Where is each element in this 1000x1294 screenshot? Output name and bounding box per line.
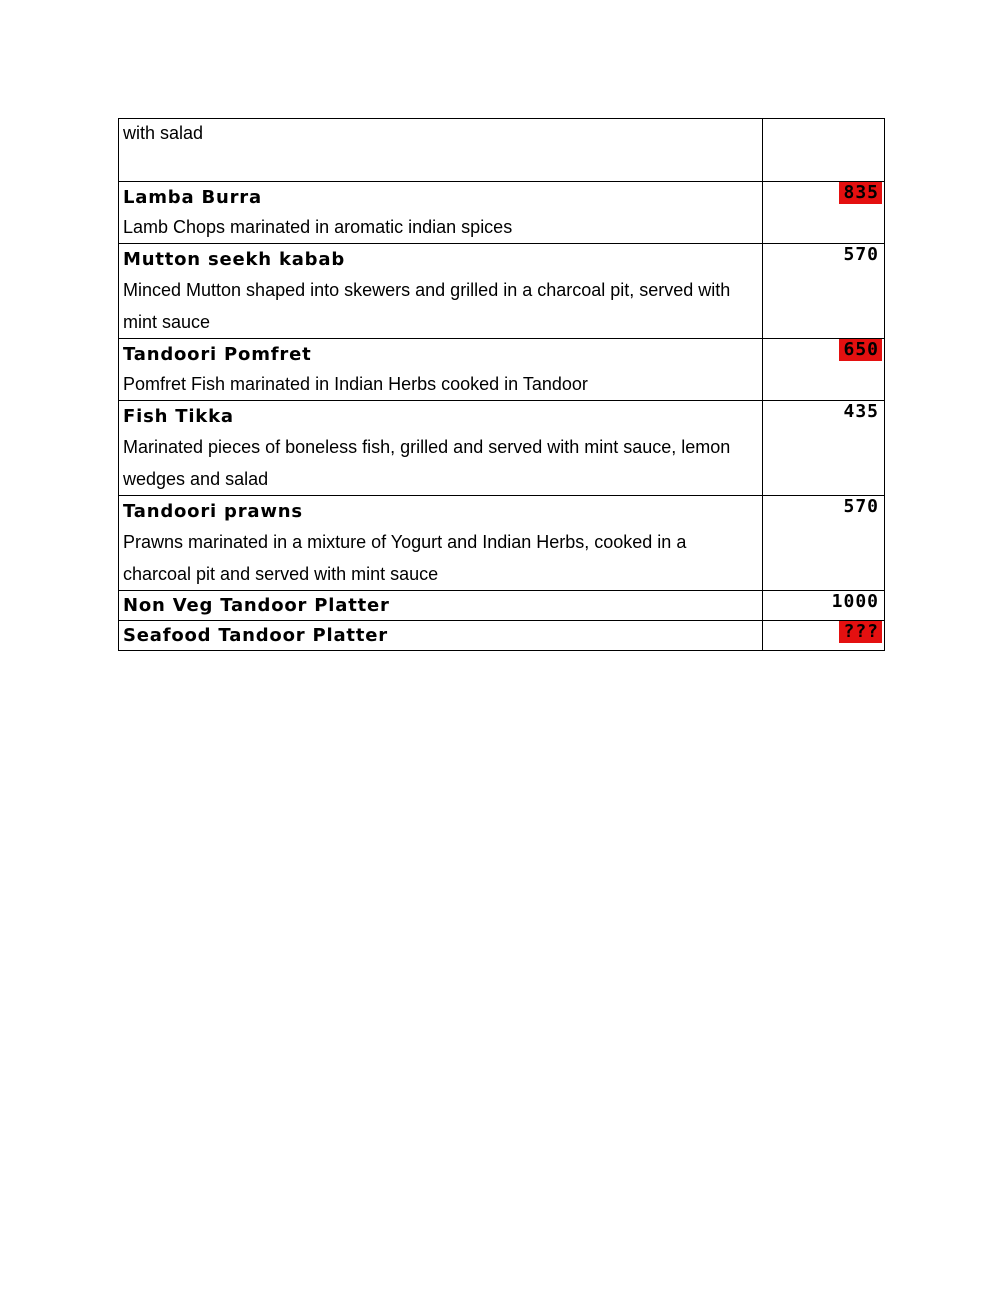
menu-row	[119, 591, 885, 621]
menu-row	[119, 244, 885, 339]
item-price: 835	[839, 182, 882, 204]
item-description: Minced Mutton shaped into skewers and grilled in a charcoal pit, served with mint sauce	[123, 280, 731, 332]
item-cell	[119, 401, 763, 496]
item-name: Non Veg Tandoor Platter	[123, 594, 390, 616]
item-cell	[119, 496, 763, 591]
price-cell	[763, 339, 885, 401]
price-cell	[763, 119, 885, 182]
price-cell	[763, 591, 885, 621]
item-name: Seafood Tandoor Platter	[123, 624, 388, 646]
price-cell	[763, 244, 885, 339]
item-name: Mutton seekh kabab	[123, 249, 345, 270]
menu-row	[119, 621, 885, 651]
item-description: Marinated pieces of boneless fish, grilled and served with mint sauce, lemon wedges and salad	[123, 437, 731, 489]
item-cell	[119, 119, 763, 182]
item-description: Lamb Chops marinated in aromatic indian spices	[123, 217, 513, 237]
item-price: ???	[839, 621, 882, 643]
menu-table	[118, 118, 885, 651]
price-cell	[763, 496, 885, 591]
item-description: Pomfret Fish marinated in Indian Herbs cooked in Tandoor	[123, 374, 588, 394]
item-name: Fish Tikka	[123, 406, 234, 427]
item-name: Lamba Burra	[123, 187, 262, 208]
item-price: 570	[843, 496, 879, 517]
item-price: 650	[839, 339, 882, 361]
price-cell	[763, 401, 885, 496]
price-cell	[763, 621, 885, 651]
price-cell	[763, 182, 885, 244]
item-description: Prawns marinated in a mixture of Yogurt and Indian Herbs, cooked in a charcoal pit and served with mint sauce	[123, 532, 687, 584]
item-price: 570	[843, 244, 879, 265]
menu-row	[119, 182, 885, 244]
menu-row	[119, 496, 885, 591]
item-price: 435	[843, 401, 879, 422]
item-cell	[119, 182, 763, 244]
item-name: Tandoori Pomfret	[123, 344, 312, 365]
item-price: 1000	[831, 591, 879, 612]
item-cell	[119, 244, 763, 339]
item-cell	[119, 339, 763, 401]
menu-row	[119, 339, 885, 401]
menu-row	[119, 119, 885, 182]
item-name: Tandoori prawns	[123, 501, 303, 522]
item-cell	[119, 621, 763, 651]
menu-row	[119, 401, 885, 496]
item-description: with salad	[123, 123, 204, 143]
item-cell	[119, 591, 763, 621]
